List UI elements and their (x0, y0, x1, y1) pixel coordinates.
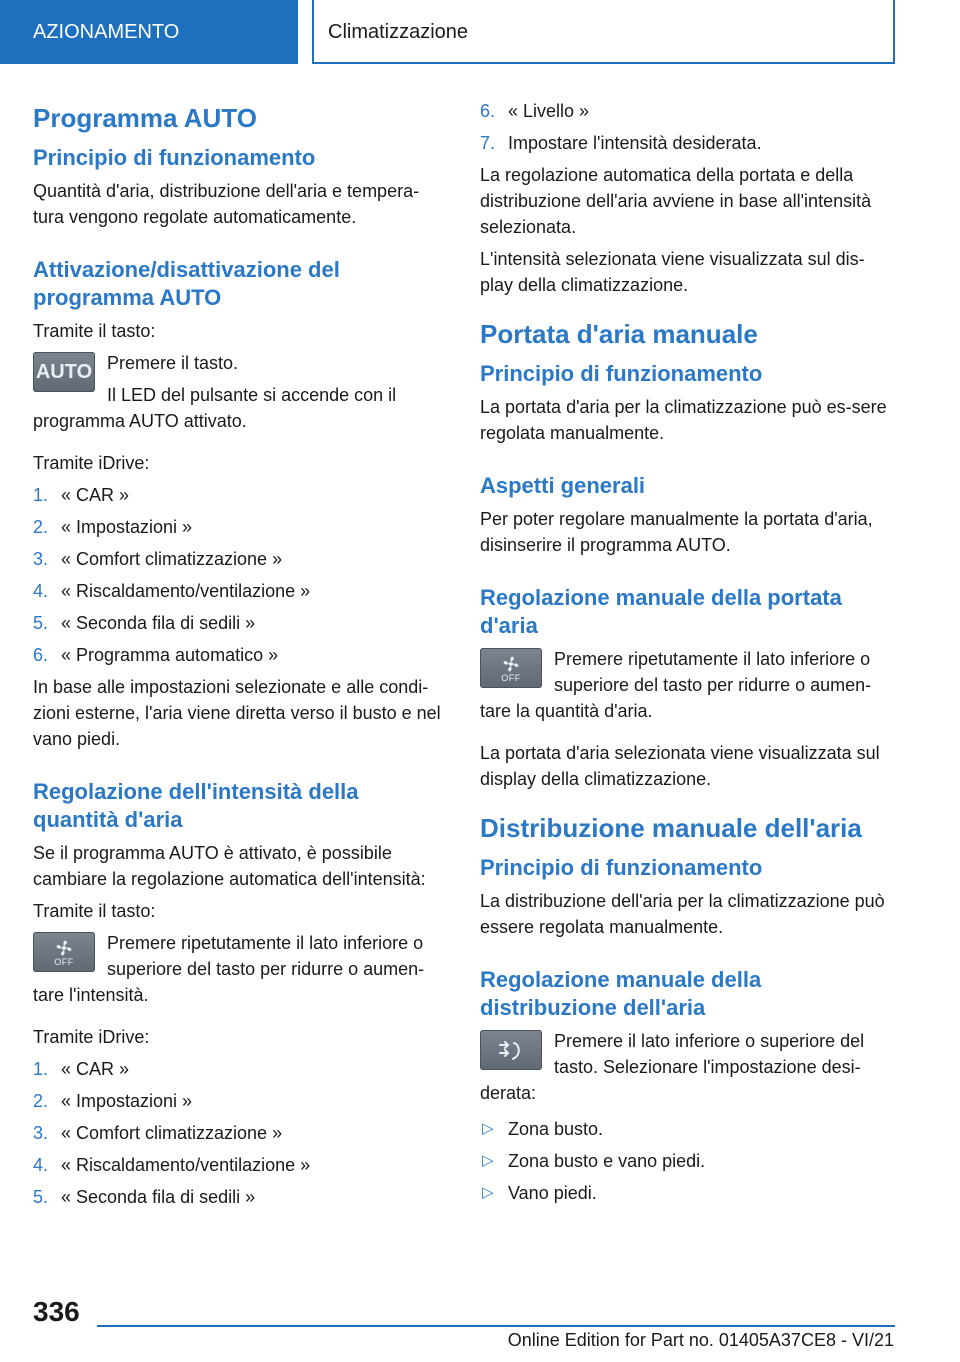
idrive-steps-list-cont (480, 98, 894, 156)
text-intensita: Se il programma AUTO è attivato, è possibile cambiare la regolazione automatica dell'intensità: (33, 843, 426, 889)
left-column (33, 98, 447, 1216)
text-led-info: Il LED del pulsante si accende con il programma AUTO attivato. (33, 385, 397, 431)
idrive-steps-list (33, 482, 447, 668)
text-principio: Quantità d'aria, distribuzione dell'aria e tempera-tura vengono regolate automaticamente. (33, 181, 420, 227)
triangle-bullet-icon: ▷ (482, 1184, 494, 1201)
text-via-idrive: Tramite iDrive: (33, 453, 150, 473)
list-item: 6. « Livello » (480, 101, 590, 121)
air-distribution-button-icon (480, 1030, 542, 1070)
list-item: ▷ Vano piedi. (480, 1180, 894, 1206)
heading-principio: Principio di funzionamento (33, 145, 316, 170)
text-aspetti: Per poter regolare manualmente la portata d'aria, disinserire il programma AUTO. (480, 509, 873, 555)
air-distribution-icon (496, 1039, 526, 1061)
fan-button-icon (480, 648, 542, 688)
heading-regolazione-distribuzione: Regolazione manuale della distribuzione dell'aria (480, 967, 762, 1020)
fan-button-block (33, 930, 447, 1014)
fan-off-label: OFF (501, 672, 521, 683)
auto-button-icon: AUTO (33, 352, 95, 392)
footer-divider (97, 1325, 895, 1327)
list-item: 7. Impostare l'intensità desiderata. (480, 133, 762, 153)
title-distribuzione-manuale: Distribuzione manuale dell'aria (480, 813, 862, 843)
distribution-options-list (480, 1116, 894, 1206)
list-item: 4. « Riscaldamento/ventilazione » (33, 1155, 311, 1175)
text-press-fan: Premere ripetutamente il lato inferiore o superiore del tasto per ridurre o aumen-tare l'intensità. (33, 933, 425, 1005)
list-item: ▷ Zona busto. (480, 1116, 894, 1142)
heading-intensita: Regolazione dell'intensità della quantità d'aria (33, 779, 359, 832)
airflow-button-block (480, 1028, 894, 1112)
fan-icon (53, 938, 75, 958)
text-via-idrive-2: Tramite iDrive: (33, 1027, 150, 1047)
heading-principio-2: Principio di funzionamento (480, 361, 763, 386)
heading-aspetti: Aspetti generali (480, 473, 646, 498)
text-via-button: Tramite il tasto: (33, 321, 156, 341)
idrive-steps-list-2 (33, 1056, 447, 1210)
title-portata-manuale: Portata d'aria manuale (480, 319, 758, 349)
list-item: 2. « Impostazioni » (33, 517, 193, 537)
text-portata-display: La portata d'aria selezionata viene visualizzata sul display della climatizzazione. (480, 743, 880, 789)
list-item: 5. « Seconda fila di sedili » (33, 1187, 256, 1207)
list-item: 1. « CAR » (33, 1059, 130, 1079)
heading-principio-3: Principio di funzionamento (480, 855, 763, 880)
header-chapter-tab[interactable]: Climatizzazione (312, 0, 895, 64)
text-via-button-2: Tramite il tasto: (33, 901, 156, 921)
list-item: 2. « Impostazioni » (33, 1091, 193, 1111)
fan-icon (500, 654, 522, 674)
text-press-button: Premere il tasto. (107, 353, 239, 373)
heading-regolazione-portata: Regolazione manuale della portata d'aria (480, 585, 842, 638)
list-item: 1. « CAR » (33, 485, 130, 505)
text-intensity-1: La regolazione automatica della portata e della distribuzione dell'aria avviene in base all'intensità selezionata. (480, 165, 872, 237)
list-item: ▷ Zona busto e vano piedi. (480, 1148, 894, 1174)
auto-button-block (33, 350, 447, 440)
text-intensity-2: L'intensità selezionata viene visualizzata sul dis-play della climatizzazione. (480, 249, 865, 295)
list-item: 3. « Comfort climatizzazione » (33, 549, 283, 569)
heading-attivazione: Attivazione/disattivazione del programma AUTO (33, 257, 340, 310)
text-press-fan-2: Premere ripetutamente il lato inferiore o superiore del tasto per ridurre o aumen-tare la quantità d'aria. (480, 649, 872, 721)
edition-info: Online Edition for Part no. 01405A37CE8 - VI/21 (507, 1330, 894, 1350)
triangle-bullet-icon: ▷ (482, 1152, 494, 1169)
text-press-distribution: Premere il lato inferiore o superiore del tasto. Selezionare l'impostazione desi-derata: (480, 1031, 865, 1103)
page-number: 336 (33, 1296, 80, 1327)
list-item: 5. « Seconda fila di sedili » (33, 613, 256, 633)
fan-off-label: OFF (54, 956, 74, 967)
right-column (480, 98, 894, 1212)
text-principio-2: La portata d'aria per la climatizzazione può es-sere regolata manualmente. (480, 397, 887, 443)
list-item: 3. « Comfort climatizzazione » (33, 1123, 283, 1143)
text-principio-3: La distribuzione dell'aria per la climatizzazione può essere regolata manualmente. (480, 891, 885, 937)
fan-button-block-2 (480, 646, 894, 730)
list-item: 6. « Programma automatico » (33, 645, 279, 665)
list-item: 4. « Riscaldamento/ventilazione » (33, 581, 311, 601)
text-air-direction: In base alle impostazioni selezionate e alle condi-zioni esterne, l'aria viene diretta verso il busto e nel vano piedi. (33, 677, 441, 749)
title-programma-auto: Programma AUTO (33, 103, 257, 133)
header-section-tab[interactable]: AZIONAMENTO (0, 0, 298, 64)
fan-button-icon (33, 932, 95, 972)
triangle-bullet-icon: ▷ (482, 1120, 494, 1137)
